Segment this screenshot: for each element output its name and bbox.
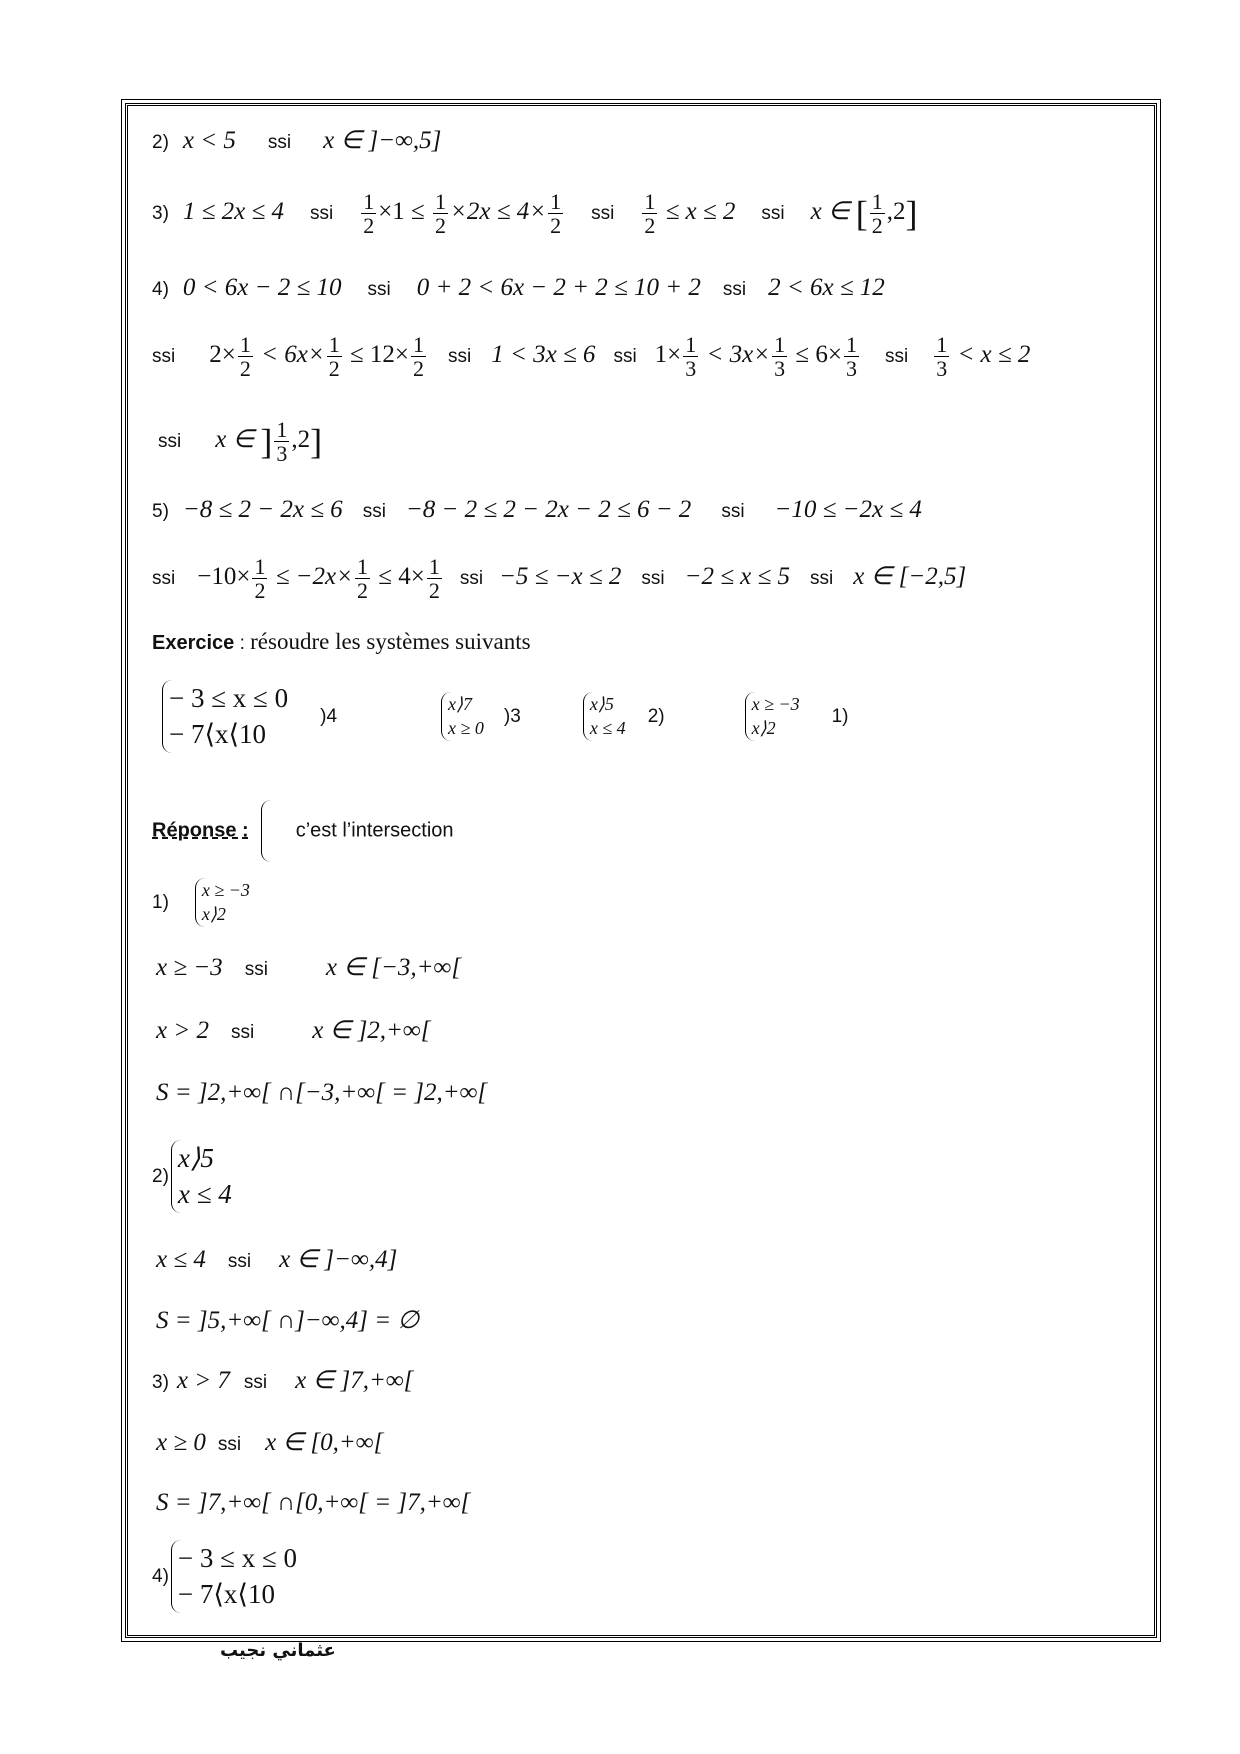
math: ≤ x ≤ 2: [659, 198, 736, 226]
math: ×2x ≤ 4×: [450, 198, 547, 226]
ssi: ssi: [613, 346, 637, 368]
response-heading: [152, 800, 454, 862]
line-4c: ssi x ∈ ] $\frac{1}{3}$ ,2]: [158, 417, 323, 467]
answer-2a: x ≤ 4 ssi x ∈ ]−∞,4]: [156, 1246, 398, 1273]
line-5b: ssi −10× $\frac{1}{2}$ ≤ −2x× $\frac{1}{2}$ ≤ 4× $\frac{1}{2}$ ssi −5 ≤ −x ≤ 2 ssi −2 ≤ x ≤ 5 ssi x ∈ [−2,5]: [152, 554, 967, 604]
ssi: ssi: [152, 568, 176, 590]
author-signature: عثماني نجيب: [220, 1640, 336, 1661]
system-4: − 3 ≤ x ≤ 0 − 7⟨x⟨10: [162, 680, 288, 753]
fraction: $\frac{1}{2}$: [363, 189, 375, 239]
math: x < 5: [182, 127, 236, 154]
answer-1c: S = ]2,+∞[ ∩[−3,+∞[ = ]2,+∞[: [156, 1079, 488, 1106]
line-4: [152, 275, 885, 300]
ssi: ssi: [810, 568, 834, 590]
system-1: x ≥ −3 x⟩2: [745, 692, 800, 741]
fraction: $\frac{1}{2}$: [644, 189, 656, 239]
line-3: 3) 1 ≤ 2x ≤ 4 ssi $\frac{1}{2}$ ×1 ≤ $\frac{1}{2}$ ×2x ≤ 4× $\frac{1}{2}$ ssi $\frac{1}{2}$ ≤ x ≤ 2 ssi x ∈ [ $\frac{1}{2}$ ,2]: [152, 189, 918, 239]
answer-3c: S = ]7,+∞[ ∩[0,+∞[ = ]7,+∞[: [156, 1489, 471, 1516]
answer-2-system: 2) x⟩5 x ≤ 4: [152, 1140, 232, 1213]
ssi: ssi: [459, 568, 484, 590]
math: 0 < 6x − 2 ≤ 10: [182, 274, 342, 301]
math: x ∈: [810, 198, 850, 226]
system-2: x⟩5 x ≤ 4: [583, 692, 626, 741]
answer-3a: 3) x > 7 ssi x ∈ ]7,+∞[: [152, 1367, 414, 1394]
ssi: ssi: [721, 501, 745, 522]
exercise-heading: Exercice : résoudre les systèmes suivants: [152, 629, 531, 654]
math: ,2: [886, 198, 906, 226]
line-5: 5) −8 ≤ 2 − 2x ≤ 6 ssi −8 − 2 ≤ 2 − 2x − 2 ≤ 6 − 2 ssi −10 ≤ −2x ≤ 4: [152, 496, 922, 523]
math: x ∈ ]−∞,5]: [323, 127, 442, 154]
answer-1-system: 1) x ≥ −3 x⟩2: [152, 878, 250, 927]
fraction: $\frac{1}{2}$: [550, 189, 562, 239]
line-4b: ssi 2× $\frac{1}{2}$ < 6x× $\frac{1}{2}$ ≤ 12× $\frac{1}{2}$ ssi 1 < 3x ≤ 6 ssi 1× $\frac{1}{3}$ < 3x× $\frac{1}{3}$ ≤ 6× $\frac{1}{3}$ ssi $\frac{1}{3}$ < x ≤ 2: [152, 332, 1031, 382]
ssi: ssi: [884, 346, 909, 368]
ssi: ssi: [362, 501, 386, 522]
ssi: ssi: [309, 203, 334, 225]
item-number: 3): [152, 203, 169, 225]
line-2: [152, 128, 441, 153]
item-number: 4): [152, 279, 169, 300]
exercise-label: Exercice: [152, 632, 235, 654]
ssi: ssi: [761, 203, 785, 225]
ssi: ssi: [152, 346, 176, 368]
math: 0 + 2 < 6x − 2 + 2 ≤ 10 + 2: [416, 274, 701, 301]
math: 2 < 6x ≤ 12: [768, 274, 885, 301]
item-number: 5): [152, 501, 169, 522]
exercise-text: résoudre les systèmes suivants: [250, 629, 531, 654]
systems-row: − 3 ≤ x ≤ 0 − 7⟨x⟨10 )4 x⟩7 x ≥ 0 )3 x⟩5 x ≤ 4 2) x ≥ −3 x⟩2 1): [160, 680, 849, 753]
ssi: ssi: [367, 279, 391, 300]
answer-2b: S = ]5,+∞[ ∩]−∞,4] = ∅: [156, 1307, 420, 1334]
ssi: ssi: [158, 431, 182, 453]
answer-1b: x > 2 ssi x ∈ ]2,+∞[: [156, 1017, 431, 1044]
answer-3b: x ≥ 0 ssi x ∈ [0,+∞[: [156, 1429, 384, 1456]
answer-1a: x ≥ −3 ssi x ∈ [−3,+∞[: [156, 954, 462, 981]
fraction: $\frac{1}{2}$: [871, 189, 883, 239]
response-label: Réponse :: [152, 819, 249, 842]
math: 1 ≤ 2x ≤ 4: [182, 198, 284, 226]
ssi: ssi: [722, 279, 747, 300]
ssi: ssi: [267, 132, 292, 153]
math: ×1 ≤: [378, 198, 432, 226]
response-text: c’est l’intersection: [295, 819, 454, 842]
ssi: ssi: [641, 568, 665, 590]
system-3: x⟩7 x ≥ 0: [441, 692, 484, 741]
ssi: ssi: [448, 346, 472, 368]
answer-4-system: 4) − 3 ≤ x ≤ 0 − 7⟨x⟨10: [152, 1540, 297, 1613]
item-number: 2): [152, 132, 169, 153]
fraction: $\frac{1}{2}$: [435, 189, 447, 239]
ssi: ssi: [591, 203, 615, 225]
